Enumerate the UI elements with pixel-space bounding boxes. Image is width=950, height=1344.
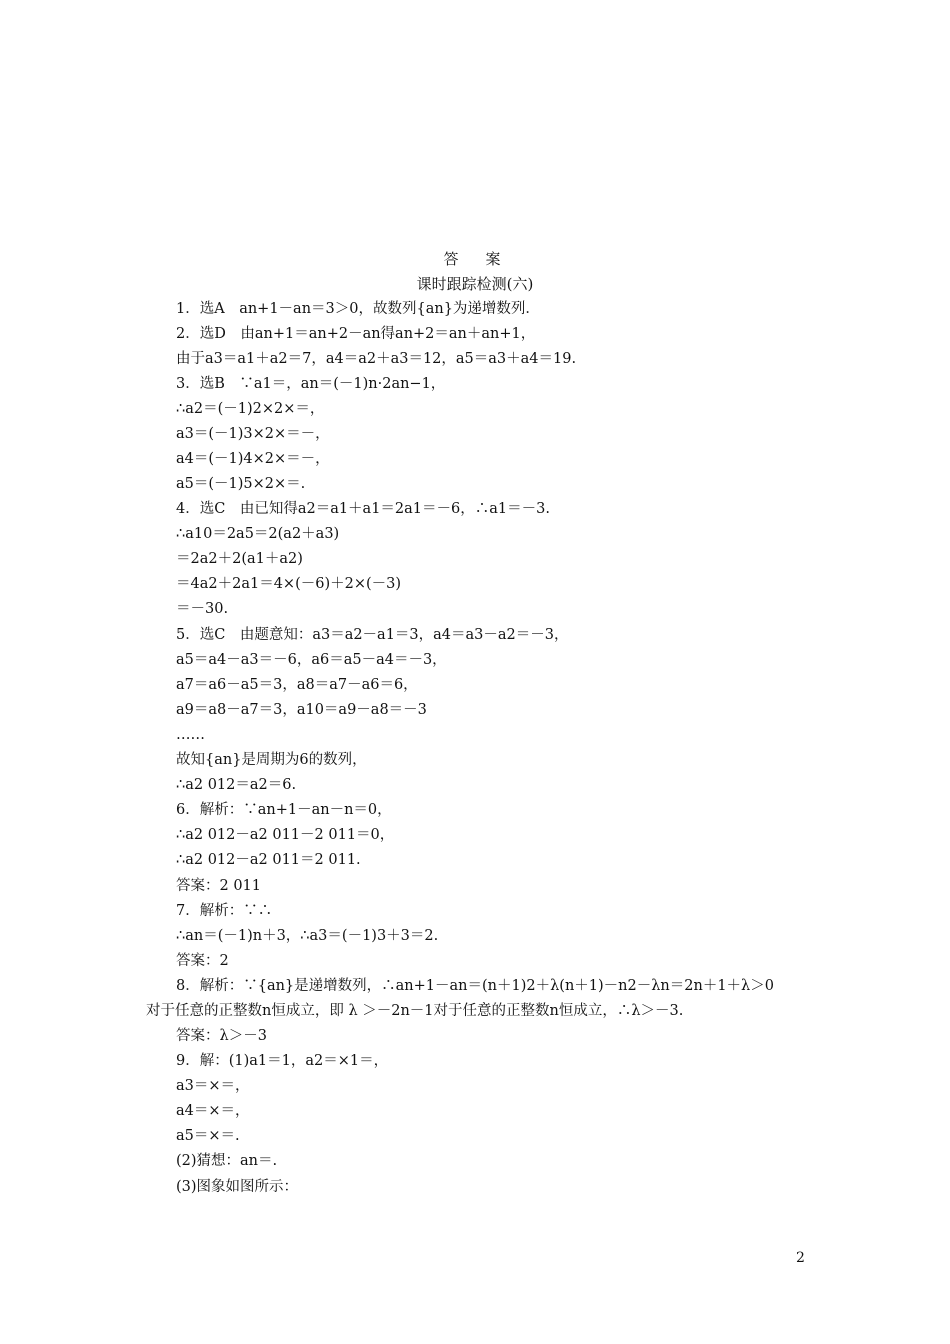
text-line: 答案：2	[176, 953, 229, 969]
text-line: a5＝×＝.	[176, 1128, 240, 1144]
text-line: 9．解：(1)a1＝1，a2＝×1＝，	[176, 1053, 389, 1069]
text-line: 答案：2 011	[176, 878, 262, 894]
text-line: 故知{an}是周期为6的数列，	[176, 752, 367, 768]
page-subtitle: 课时跟踪检测(六)	[416, 275, 534, 293]
text-line: ……	[176, 727, 205, 743]
page-title: 答 案	[443, 250, 507, 268]
text-line: a9＝a8－a7＝3，a10＝a9－a8＝－3	[176, 702, 427, 718]
text-line: ∴a10＝2a5＝2(a2＋a3)	[176, 526, 340, 542]
text-line: 答案：λ＞－3	[176, 1028, 267, 1044]
text-line: ∴a2 012－a2 011－2 011＝0，	[176, 827, 395, 843]
text-line: a3＝(－1)3×2×＝－，	[176, 426, 330, 442]
text-line: 5．选C 由题意知：a3＝a2－a1＝3，a4＝a3－a2＝－3，	[176, 627, 569, 643]
text-line: a5＝(－1)5×2×＝.	[176, 476, 306, 492]
text-line: ＝4a2＋2a1＝4×(－6)＋2×(－3)	[176, 576, 402, 592]
text-line: 4．选C 由已知得a2＝a1＋a1＝2a1＝－6，∴a1＝－3.	[176, 501, 550, 517]
text-line: 由于a3＝a1＋a2＝7，a4＝a2＋a3＝12，a5＝a3＋a4＝19.	[176, 351, 577, 367]
text-line: a5＝a4－a3＝－6，a6＝a5－a4＝－3，	[176, 652, 447, 668]
text-line: 对于任意的正整数n恒成立，即 λ ＞－2n－1对于任意的正整数n恒成立，∴λ＞－3.	[146, 1003, 684, 1019]
text-line: 2．选D 由an+1＝an+2－an得an+2＝an＋an+1，	[176, 326, 536, 342]
text-line: 7．解析：∵∴	[176, 903, 273, 919]
text-line: (2)猜想：an＝.	[176, 1153, 278, 1169]
text-line: a4＝×＝，	[176, 1103, 250, 1119]
page-number: 2	[796, 1250, 805, 1266]
text-line: ∴an＝(－1)n＋3，∴a3＝(－1)3＋3＝2.	[176, 928, 439, 944]
text-line: a7＝a6－a5＝3，a8＝a7－a6＝6，	[176, 677, 418, 693]
text-line: a4＝(－1)4×2×＝－，	[176, 451, 330, 467]
text-line: ∴a2＝(－1)2×2×＝，	[176, 401, 325, 417]
text-line: (3)图象如图所示：	[176, 1179, 299, 1195]
text-line: 1．选A an+1－an＝3＞0，故数列{an}为递增数列．	[176, 301, 540, 317]
text-line: ∴a2 012＝a2＝6.	[176, 777, 297, 793]
text-line: a3＝×＝，	[176, 1078, 250, 1094]
text-line: ＝2a2＋2(a1＋a2)	[176, 551, 303, 567]
text-line: 8．解析：∵{an}是递增数列，∴an+1－an＝(n＋1)2＋λ(n＋1)－n2－λn＝2n＋1＋λ＞0	[176, 978, 774, 994]
text-line: ∴a2 012－a2 011＝2 011.	[176, 852, 361, 868]
text-line: 3．选B ∵a1＝，an＝(－1)n·2an−1，	[176, 376, 446, 392]
text-line: ＝－30.	[176, 601, 229, 617]
text-line: 6．解析：∵an+1－an－n＝0，	[176, 802, 392, 818]
